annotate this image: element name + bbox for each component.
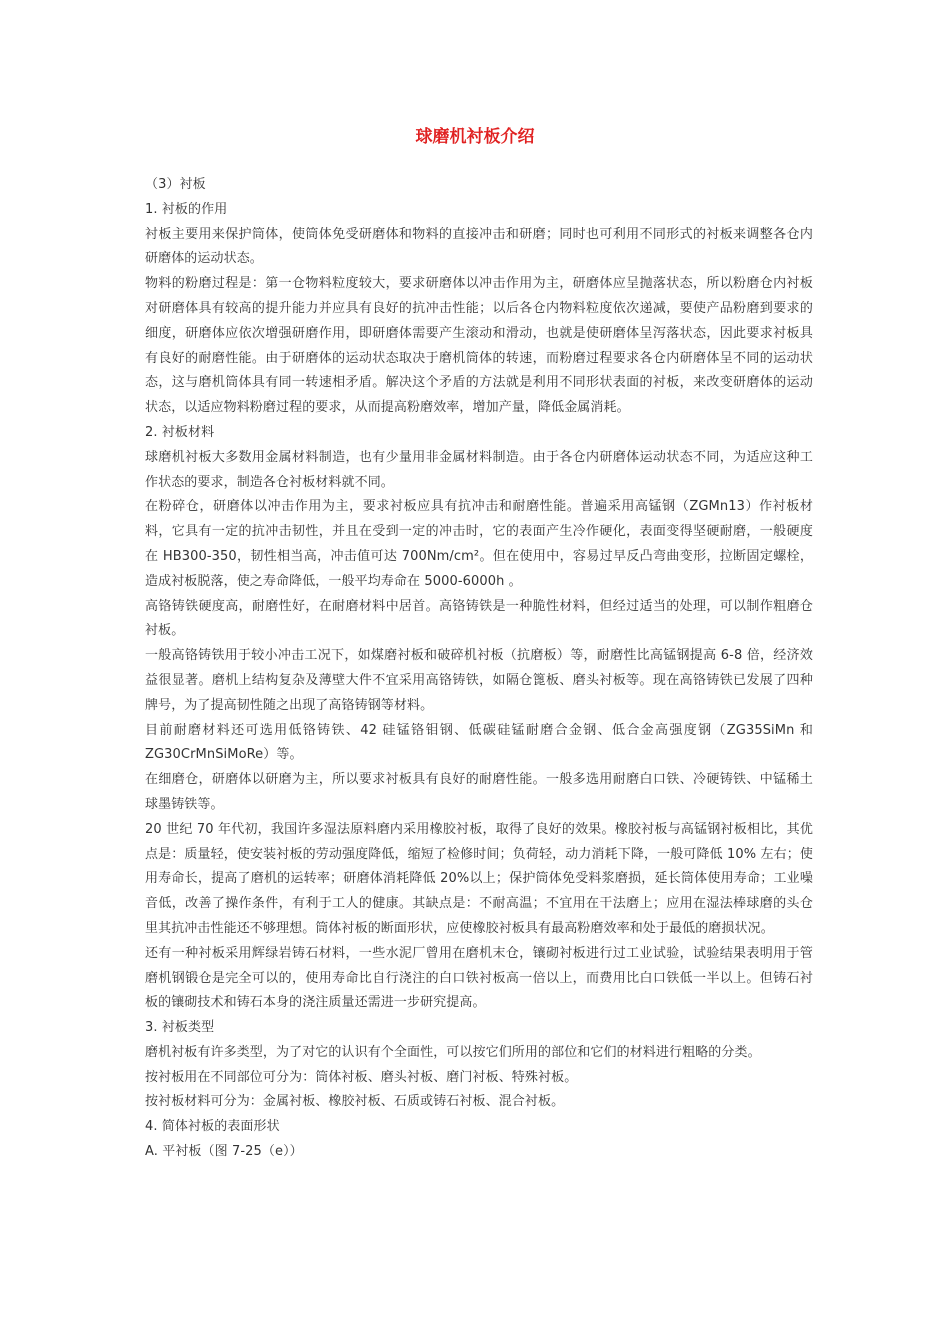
subsection-heading: 1. 衬板的作用 xyxy=(145,201,228,217)
body-paragraph: 一般高铬铸铁用于较小冲击工况下，如煤磨衬板和破碎机衬板（抗磨板）等，耐磨性比高锰钢提高 6-8 倍，经济效益很显著。磨机上结构复杂及薄壁大件不宜采用高铬铸铁，如隔仓篦板、磨头衬板等。现在高铬铸铁已发展了四种牌号，为了提高韧性随之出现了高铬铸钢等材料。 xyxy=(145,648,813,713)
body-paragraph: 球磨机衬板大多数用金属材料制造，也有少量用非金属材料制造。由于各仓内研磨体运动状态不同，为适应这种工作状态的要求，制造各仓衬板材料就不同。 xyxy=(145,449,813,490)
body-paragraph: 物料的粉磨过程是：第一仓物料粒度较大，要求研磨体以冲击作用为主，研磨体应呈抛落状态，所以粉磨仓内衬板对研磨体具有较高的提升能力并应具有良好的抗冲击性能；以后各仓内物料粒度依次递减，要使产品粉磨到要求的细度，研磨体应依次增强研磨作用，即研磨体需要产生滚动和滑动，也就是使研磨体呈泻落状态，因此要求衬板具有良好的耐磨性能。由于研磨体的运动状态取决于磨机筒体的转速，而粉磨过程要求各仓内研磨体呈不同的运动状态，这与磨机筒体具有同一转速相矛盾。解决这个矛盾的方法就是利用不同形状表面的衬板，来改变研磨体的运动状态，以适应物料粉磨过程的要求，从而提高粉磨效率，增加产量，降低金属消耗。 xyxy=(145,276,813,416)
body-paragraph: 还有一种衬板采用辉绿岩铸石材料，一些水泥厂曾用在磨机末仓，镶砌衬板进行过工业试验，试验结果表明用于管磨机钢锻仓是完全可以的，使用寿命比自行浇注的白口铁衬板高一倍以上，而费用比白口铁低一半以上。但铸石衬板的镶砌技术和铸石本身的浇注质量还需进一步研究提高。 xyxy=(145,945,813,1011)
body-paragraph: A. 平衬板（图 7-25（e）） xyxy=(145,1144,303,1160)
body-paragraph: 衬板主要用来保护筒体，使筒体免受研磨体和物料的直接冲击和研磨；同时也可利用不同形式的衬板来调整各仓内研磨体的运动状态。 xyxy=(145,226,813,267)
body-paragraph: 在粉碎仓，研磨体以冲击作用为主，要求衬板应具有抗冲击和耐磨性能。普遍采用高锰钢（ZGMn13）作衬板材料，它具有一定的抗冲击韧性，并且在受到一定的冲击时，它的表面产生冷作硬化，表面变得坚硬耐磨，一般硬度在 HB300-350，韧性相当高，冲击值可达 700Nm/cm²。但在使用中，容易过早反凸弯曲变形，拉断固定螺栓，造成衬板脱落，使之寿命降低，一般平均寿命在 5000-6000h 。 xyxy=(145,499,813,589)
body-paragraph: 高铬铸铁硬度高，耐磨性好，在耐磨材料中居首。高铬铸铁是一种脆性材料，但经过适当的处理，可以制作粗磨仓衬板。 xyxy=(145,598,813,639)
body-paragraph: 在细磨仓，研磨体以研磨为主，所以要求衬板具有良好的耐磨性能。一般多选用耐磨白口铁、冷硬铸铁、中锰稀土球墨铸铁等。 xyxy=(145,772,813,812)
body-paragraph: 磨机衬板有许多类型，为了对它的认识有个全面性，可以按它们所用的部位和它们的材料进行粗略的分类。 xyxy=(145,1044,761,1060)
document-body xyxy=(145,173,813,1165)
subsection-heading: 4. 简体衬板的表面形状 xyxy=(145,1119,280,1135)
body-paragraph: 按衬板材料可分为：金属衬板、橡胶衬板、石质或铸石衬板、混合衬板。 xyxy=(145,1094,565,1110)
body-paragraph: 按衬板用在不同部位可分为：筒体衬板、磨头衬板、磨门衬板、特殊衬板。 xyxy=(145,1069,578,1085)
body-paragraph: 目前耐磨材料还可选用低铬铸铁、42 硅锰铬钼钢、低碳硅锰耐磨合金钢、低合金高强度钢（ZG35SiMn 和 ZG30CrMnSiMoRe）等。 xyxy=(145,722,813,763)
document-title: 球磨机衬板介绍 xyxy=(415,127,535,147)
body-paragraph: 20 世纪 70 年代初，我国许多湿法原料磨内采用橡胶衬板，取得了良好的效果。橡胶衬板与高锰钢衬板相比，其优点是：质量轻，使安装衬板的劳动强度降低，缩短了检修时间；负荷轻，动力消耗下降，一般可降低 10% 左右；使用寿命长，提高了磨机的运转率；研磨体消耗降低 20%以上；保护筒体免受料浆磨损，延长筒体使用寿命；工业噪音低，改善了操作条件，有利于工人的健康。其缺点是：不耐高温；不宜用在干法磨上；应用在湿法棒球磨的头仓里其抗冲击性能还不够理想。筒体衬板的断面形状，应使橡胶衬板具有最高粉磨效率和处于最低的磨损状况。 xyxy=(145,821,813,936)
section-heading: （3）衬板 xyxy=(145,177,206,192)
subsection-heading: 3. 衬板类型 xyxy=(145,1020,215,1036)
subsection-heading: 2. 衬板材料 xyxy=(145,424,215,440)
